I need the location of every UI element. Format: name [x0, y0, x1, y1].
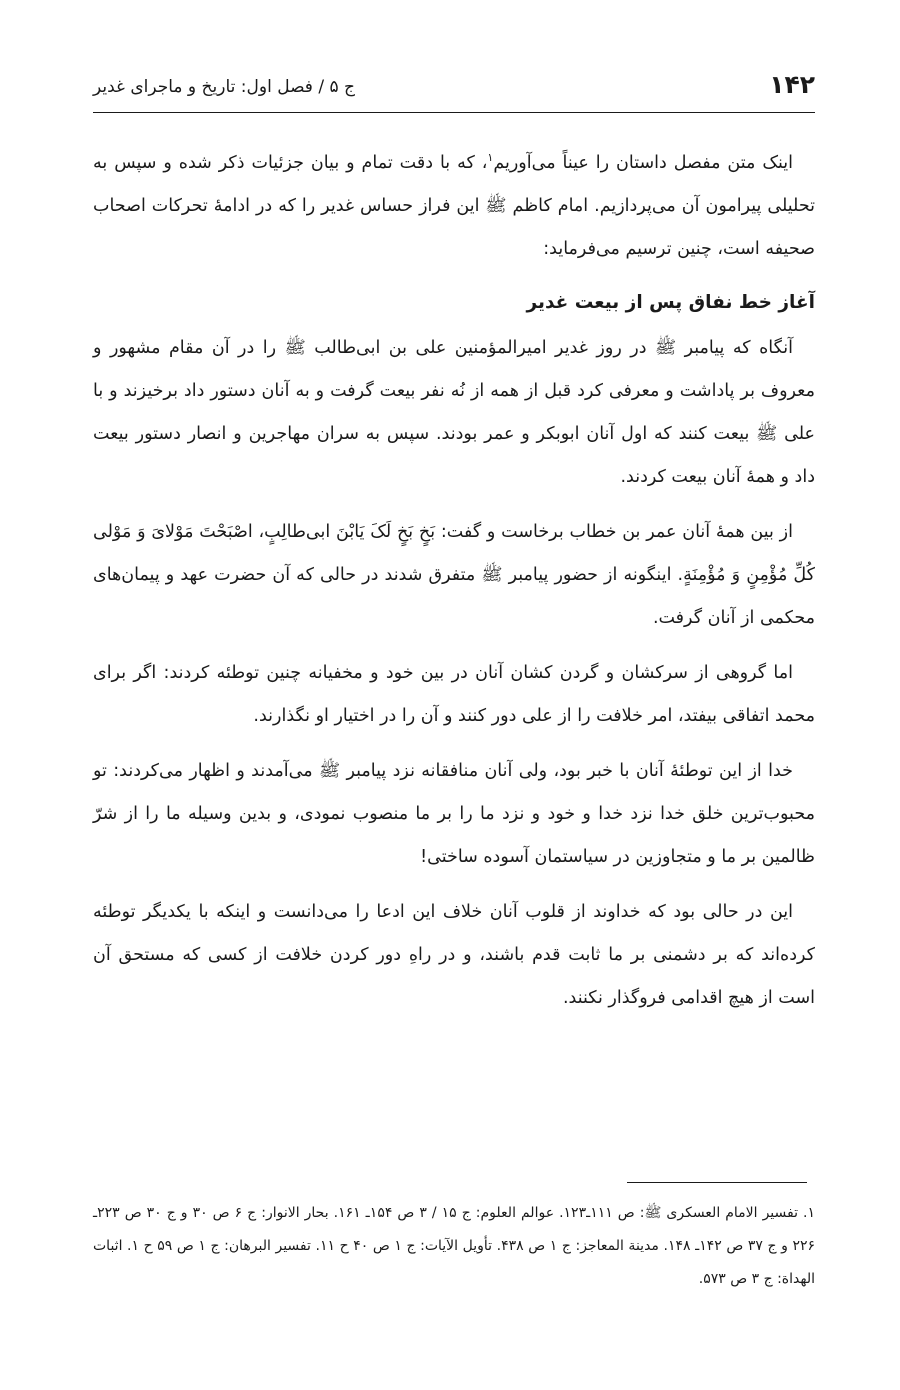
- paragraph: این در حالی بود که خداوند از قلوب آنان خلاف این ادعا را می‌دانست و اینکه با یکدیگر توطئه کرده‌اند که بر دشمنی بر ما ثابت قدم باشند، و در راهِ دور کردن خلافت از کسی که مستحق آن است از هیچ اقدامی فروگذار نکنند.: [93, 902, 815, 1008]
- page-number: ۱۴۲: [769, 70, 815, 99]
- intro-text-continued: ، که با دقت تمام و بیان جزئیات ذکر شده و سپس به تحلیلی پیرامون آن می‌پردازیم. امام کاظم ﷺ این فراز حساس غدیر را که در ادامهٔ تحرکات اصحاب صحیفه است، چنین ترسیم می‌فرماید:: [93, 153, 815, 259]
- page-header: [93, 66, 815, 113]
- intro-text: اینک متن مفصل داستان را عیناً می‌آوریم: [493, 153, 793, 173]
- running-title: ج ۵ / فصل اول: تاریخ و ماجرای غدیر: [93, 77, 356, 97]
- paragraph: آنگاه که پیامبر ﷺ در روز غدیر امیرالمؤمنین علی بن ابی‌طالب ﷺ را در آن مقام مشهور و معروف بر پاداشت و معرفی کرد قبل از همه از نُه نفر بیعت گرفت و به آنان دستور داد برخیزند و با علی ﷺ بیعت کنند که اول آنان ابوبکر و عمر بودند. سپس به سران مهاجرین و انصار دستور بیعت داد و همهٔ آنان بیعت کردند.: [93, 338, 815, 487]
- footnote-divider: [627, 1182, 807, 1183]
- paragraph: خدا از این توطئهٔ آنان با خبر بود، ولی آنان منافقانه نزد پیامبر ﷺ می‌آمدند و اظهار می‌کردند: تو محبوب‌ترین خلق خدا نزد خدا و خود و نزد ما را بر ما منصوب نمودی، و بدین وسیله ما را از شرّ ظالمین بر ما و متجاوزین در سیاستمان آسوده ساختی!: [93, 761, 815, 867]
- main-text: [93, 142, 815, 1032]
- paragraph: اما گروهی از سرکشان و گردن کشان آنان در بین خود و مخفیانه چنین توطئه کردند: اگر برای محمد اتفاقی بیفتد، امر خلافت را از علی دور کنند و آن را در اختیار او نگذارند.: [93, 663, 815, 726]
- section-heading: آغاز خط نفاق پس از بیعت غدیر: [526, 292, 815, 313]
- footnote-marker[interactable]: ۱: [487, 151, 494, 165]
- footnote: ۱. تفسیر الامام العسکری ﷺ: ص ۱۱۱ـ۱۲۳. عوالم العلوم: ج ۱۵ / ۳ ص ۱۵۴ـ ۱۶۱. بحار الانوار: ج ۶ ص ۳۰ و ج ۳۰ ص ۲۲۳ـ ۲۲۶ و ج ۳۷ ص ۱۴۲ـ ۱۴۸. مدینة المعاجز: ج ۱ ص ۴۳۸. تأویل الآیات: ج ۱ ص ۴۰ ح ۱۱. تفسیر البرهان: ج ۱ ص ۵۹ ح ۱. اثبات الهداة: ج ۳ ص ۵۷۳.: [93, 1205, 816, 1287]
- paragraph: از بین همهٔ آنان عمر بن خطاب برخاست و گفت: بَخٍ بَخٍ لَکَ یَابْنَ ابی‌طالِبٍ، اصْبَحْتَ مَوْلایَ وَ مَوْلی کُلِّ مُؤْمِنٍ وَ مُؤْمِنَةٍ. اینگونه از حضور پیامبر ﷺ متفرق شدند در حالی که آن حضرت عهد و پیمان‌های محکمی از آنان گرفت.: [93, 522, 815, 628]
- intro-paragraph: [93, 142, 815, 271]
